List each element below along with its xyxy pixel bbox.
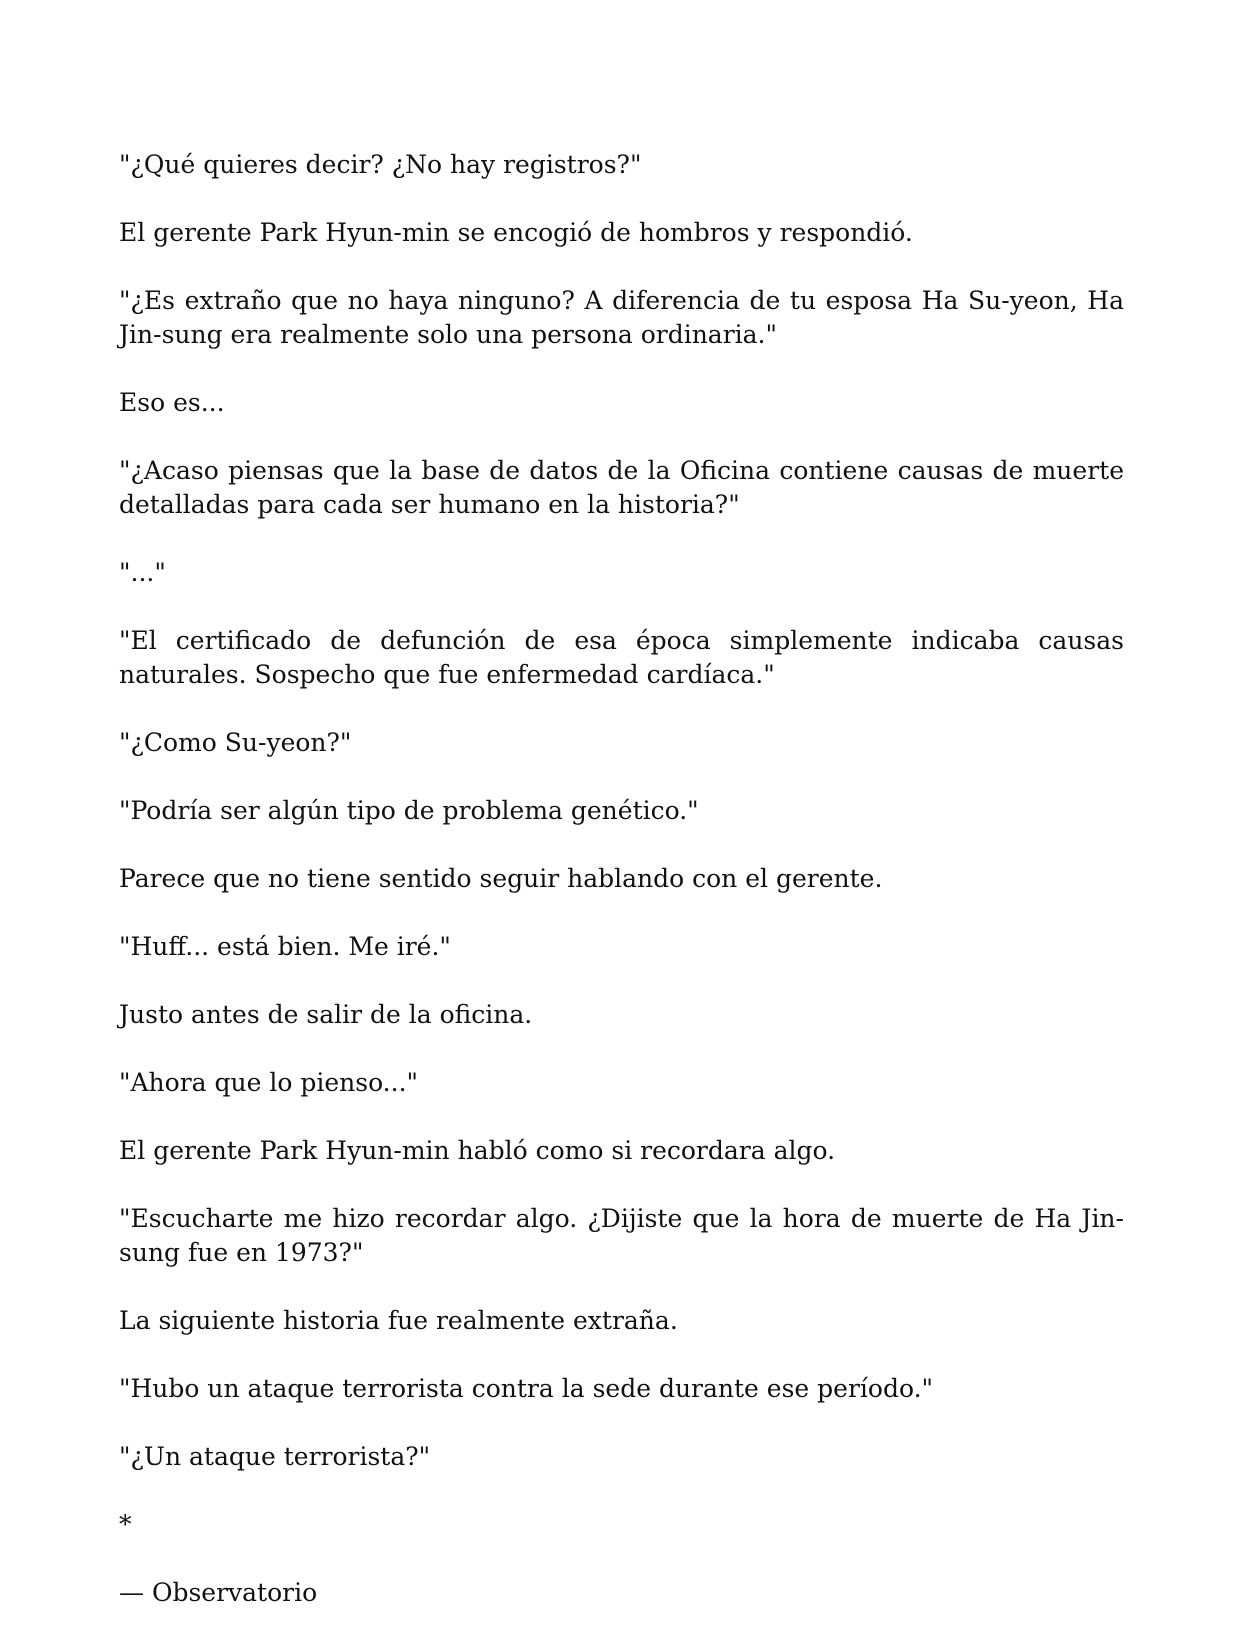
paragraph: Eso es... — [119, 388, 225, 417]
paragraph: La siguiente historia fue realmente extraña. — [119, 1306, 678, 1335]
paragraph: "Ahora que lo pienso..." — [119, 1068, 419, 1097]
paragraph: "Escucharte me hizo recordar algo. ¿Dijiste que la hora de muerte de Ha Jin-sung fue en 1973?" — [119, 1204, 1124, 1267]
paragraph: "¿Qué quieres decir? ¿No hay registros?" — [119, 150, 642, 179]
paragraph: El gerente Park Hyun-min se encogió de hombros y respondió. — [119, 218, 913, 247]
paragraph: "..." — [119, 558, 166, 587]
paragraph: "Huff... está bien. Me iré." — [119, 932, 451, 961]
paragraph: "¿Acaso piensas que la base de datos de la Oficina contiene causas de muerte detalladas para cada ser humano en la historia?" — [119, 456, 1124, 519]
paragraph: Justo antes de salir de la oficina. — [119, 1000, 533, 1029]
paragraph: El gerente Park Hyun-min habló como si recordara algo. — [119, 1136, 836, 1165]
paragraph: Parece que no tiene sentido seguir hablando con el gerente. — [119, 864, 883, 893]
section-heading: — Observatorio — [119, 1578, 318, 1607]
paragraph: "Podría ser algún tipo de problema genético." — [119, 796, 699, 825]
scene-break-asterisk: * — [119, 1510, 132, 1539]
paragraph: "El certificado de defunción de esa época simplemente indicaba causas naturales. Sospecho que fue enfermedad cardíaca." — [119, 626, 1124, 689]
paragraph: "¿Un ataque terrorista?" — [119, 1442, 431, 1471]
paragraph: "Hubo un ataque terrorista contra la sede durante ese período." — [119, 1374, 934, 1403]
paragraph: "¿Es extraño que no haya ninguno? A diferencia de tu esposa Ha Su-yeon, Ha Jin-sung era realmente solo una persona ordinaria." — [119, 286, 1124, 349]
document-body — [119, 148, 1124, 1644]
paragraph: "¿Como Su-yeon?" — [119, 728, 352, 757]
